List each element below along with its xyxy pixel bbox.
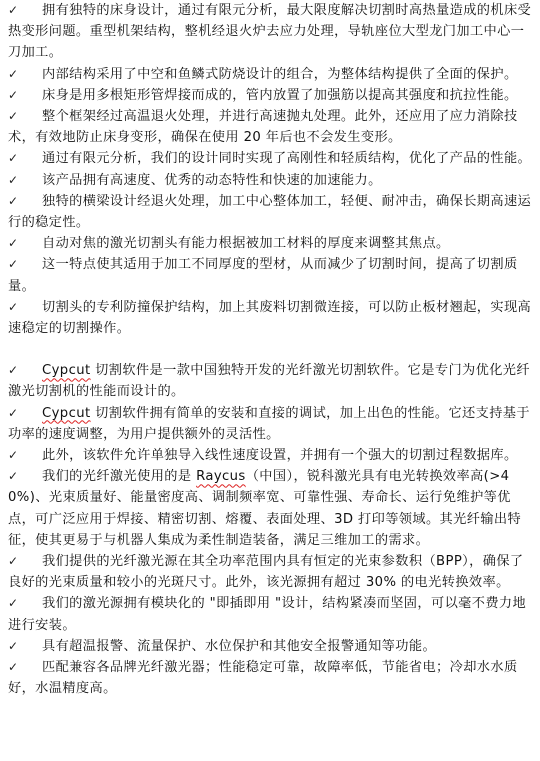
bullet-paragraph: ✓ 切割头的专利防撞保护结构，加上其废料切割微连接，可以防止板材翘起，实现高速稳定的切割操作。 xyxy=(8,297,534,339)
checkmark-icon: ✓ xyxy=(8,193,19,208)
bullet-paragraph: ✓ 此外，该软件允许单独导入线性速度设置，并拥有一个强大的切割过程数据库。 xyxy=(8,445,534,466)
checkmark-icon: ✓ xyxy=(8,554,19,569)
checkmark-icon: ✓ xyxy=(8,172,19,187)
checkmark-icon: ✓ xyxy=(8,257,19,272)
bullet-paragraph: ✓ 整个框架经过高温退火处理，并进行高速抛丸处理。此外，还应用了应力消除技术，有效地防止床身变形，确保在使用 20 年后也不会发生变形。 xyxy=(8,106,534,148)
checkmark-icon: ✓ xyxy=(8,151,19,166)
bullet-paragraph: ✓ 匹配兼容各品牌光纤激光器；性能稳定可靠，故障率低，节能省电；冷却水水质好，水温精度高。 xyxy=(8,657,534,699)
checkmark-icon: ✓ xyxy=(8,236,19,251)
checkmark-icon: ✓ xyxy=(8,363,19,378)
checkmark-icon: ✓ xyxy=(8,469,19,484)
checkmark-icon: ✓ xyxy=(8,3,19,17)
bullet-paragraph: ✓ 独特的横梁设计经退火处理，加工中心整体加工，轻便、耐冲击，确保长期高速运行的稳定性。 xyxy=(8,191,534,233)
bullet-paragraph: ✓ 我们提供的光纤激光源在其全功率范围内具有恒定的光束参数积（BPP），确保了良好的光束质量和较小的光斑尺寸。此外，该光源拥有超过 30% 的电光转换效率。 xyxy=(8,551,534,593)
checkmark-icon: ✓ xyxy=(8,87,19,102)
bullet-paragraph: ✓ 通过有限元分析，我们的设计同时实现了高刚性和轻质结构，优化了产品的性能。 xyxy=(8,148,534,169)
checkmark-icon: ✓ xyxy=(8,660,19,675)
checkmark-icon: ✓ xyxy=(8,299,19,314)
bullet-paragraph: ✓ Cypcut 切割软件是一款中国独特开发的光纤激光切割软件。它是专门为优化光纤激光切割机的性能而设计的。 xyxy=(8,360,534,402)
bullet-paragraph: ✓ 我们的光纤激光使用的是 Raycus（中国），锐科激光具有电光转换效率高(>40%)、光束质量好、能量密度高、调制频率宽、可靠性强、寿命长、运行免维护等优点，可广泛应用于焊接、精密切割、熔覆、表面处理、3D 打印等领域。其光纤输出特征，使其更易于与机器人集成为柔性制造装备，满足三维加工的需求。 xyxy=(8,466,534,551)
bullet-paragraph: ✓ 拥有独特的床身设计，通过有限元分析，最大限度解决切割时高热量造成的机床受热变形问题。重型机架结构，整机经退火炉去应力处理，导轨座位大型龙门加工中心一刀加工。 xyxy=(8,0,534,64)
checkmark-icon: ✓ xyxy=(8,405,19,420)
bullet-paragraph: ✓ 这一特点使其适用于加工不同厚度的型材，从而减少了切割时间，提高了切割质量。 xyxy=(8,254,534,296)
blank-line xyxy=(8,339,534,360)
brand-name: Raycus xyxy=(196,469,246,485)
bullet-paragraph: ✓ 具有超温报警、流量保护、水位保护和其他安全报警通知等功能。 xyxy=(8,636,534,657)
bullet-paragraph: ✓ 床身是用多根矩形管焊接而成的，管内放置了加强筋以提高其强度和抗拉性能。 xyxy=(8,85,534,106)
brand-name: Cypcut xyxy=(42,363,91,379)
document-body xyxy=(8,0,534,700)
checkmark-icon: ✓ xyxy=(8,638,19,653)
brand-name: Cypcut xyxy=(42,405,91,421)
bullet-paragraph: ✓ 自动对焦的激光切割头有能力根据被加工材料的厚度来调整其焦点。 xyxy=(8,233,534,254)
bullet-paragraph: ✓ 内部结构采用了中空和鱼鳞式防烧设计的组合，为整体结构提供了全面的保护。 xyxy=(8,64,534,85)
bullet-paragraph: ✓ 我们的激光源拥有模块化的 "即插即用 "设计，结构紧凑而坚固，可以毫不费力地进行安装。 xyxy=(8,593,534,635)
bullet-paragraph: ✓ Cypcut 切割软件拥有简单的安装和直接的调试，加上出色的性能。它还支持基于功率的速度调整，为用户提供额外的灵活性。 xyxy=(8,403,534,445)
checkmark-icon: ✓ xyxy=(8,109,19,124)
checkmark-icon: ✓ xyxy=(8,448,19,463)
checkmark-icon: ✓ xyxy=(8,596,19,611)
bullet-paragraph: ✓ 该产品拥有高速度、优秀的动态特性和快速的加速能力。 xyxy=(8,170,534,191)
checkmark-icon: ✓ xyxy=(8,66,19,81)
